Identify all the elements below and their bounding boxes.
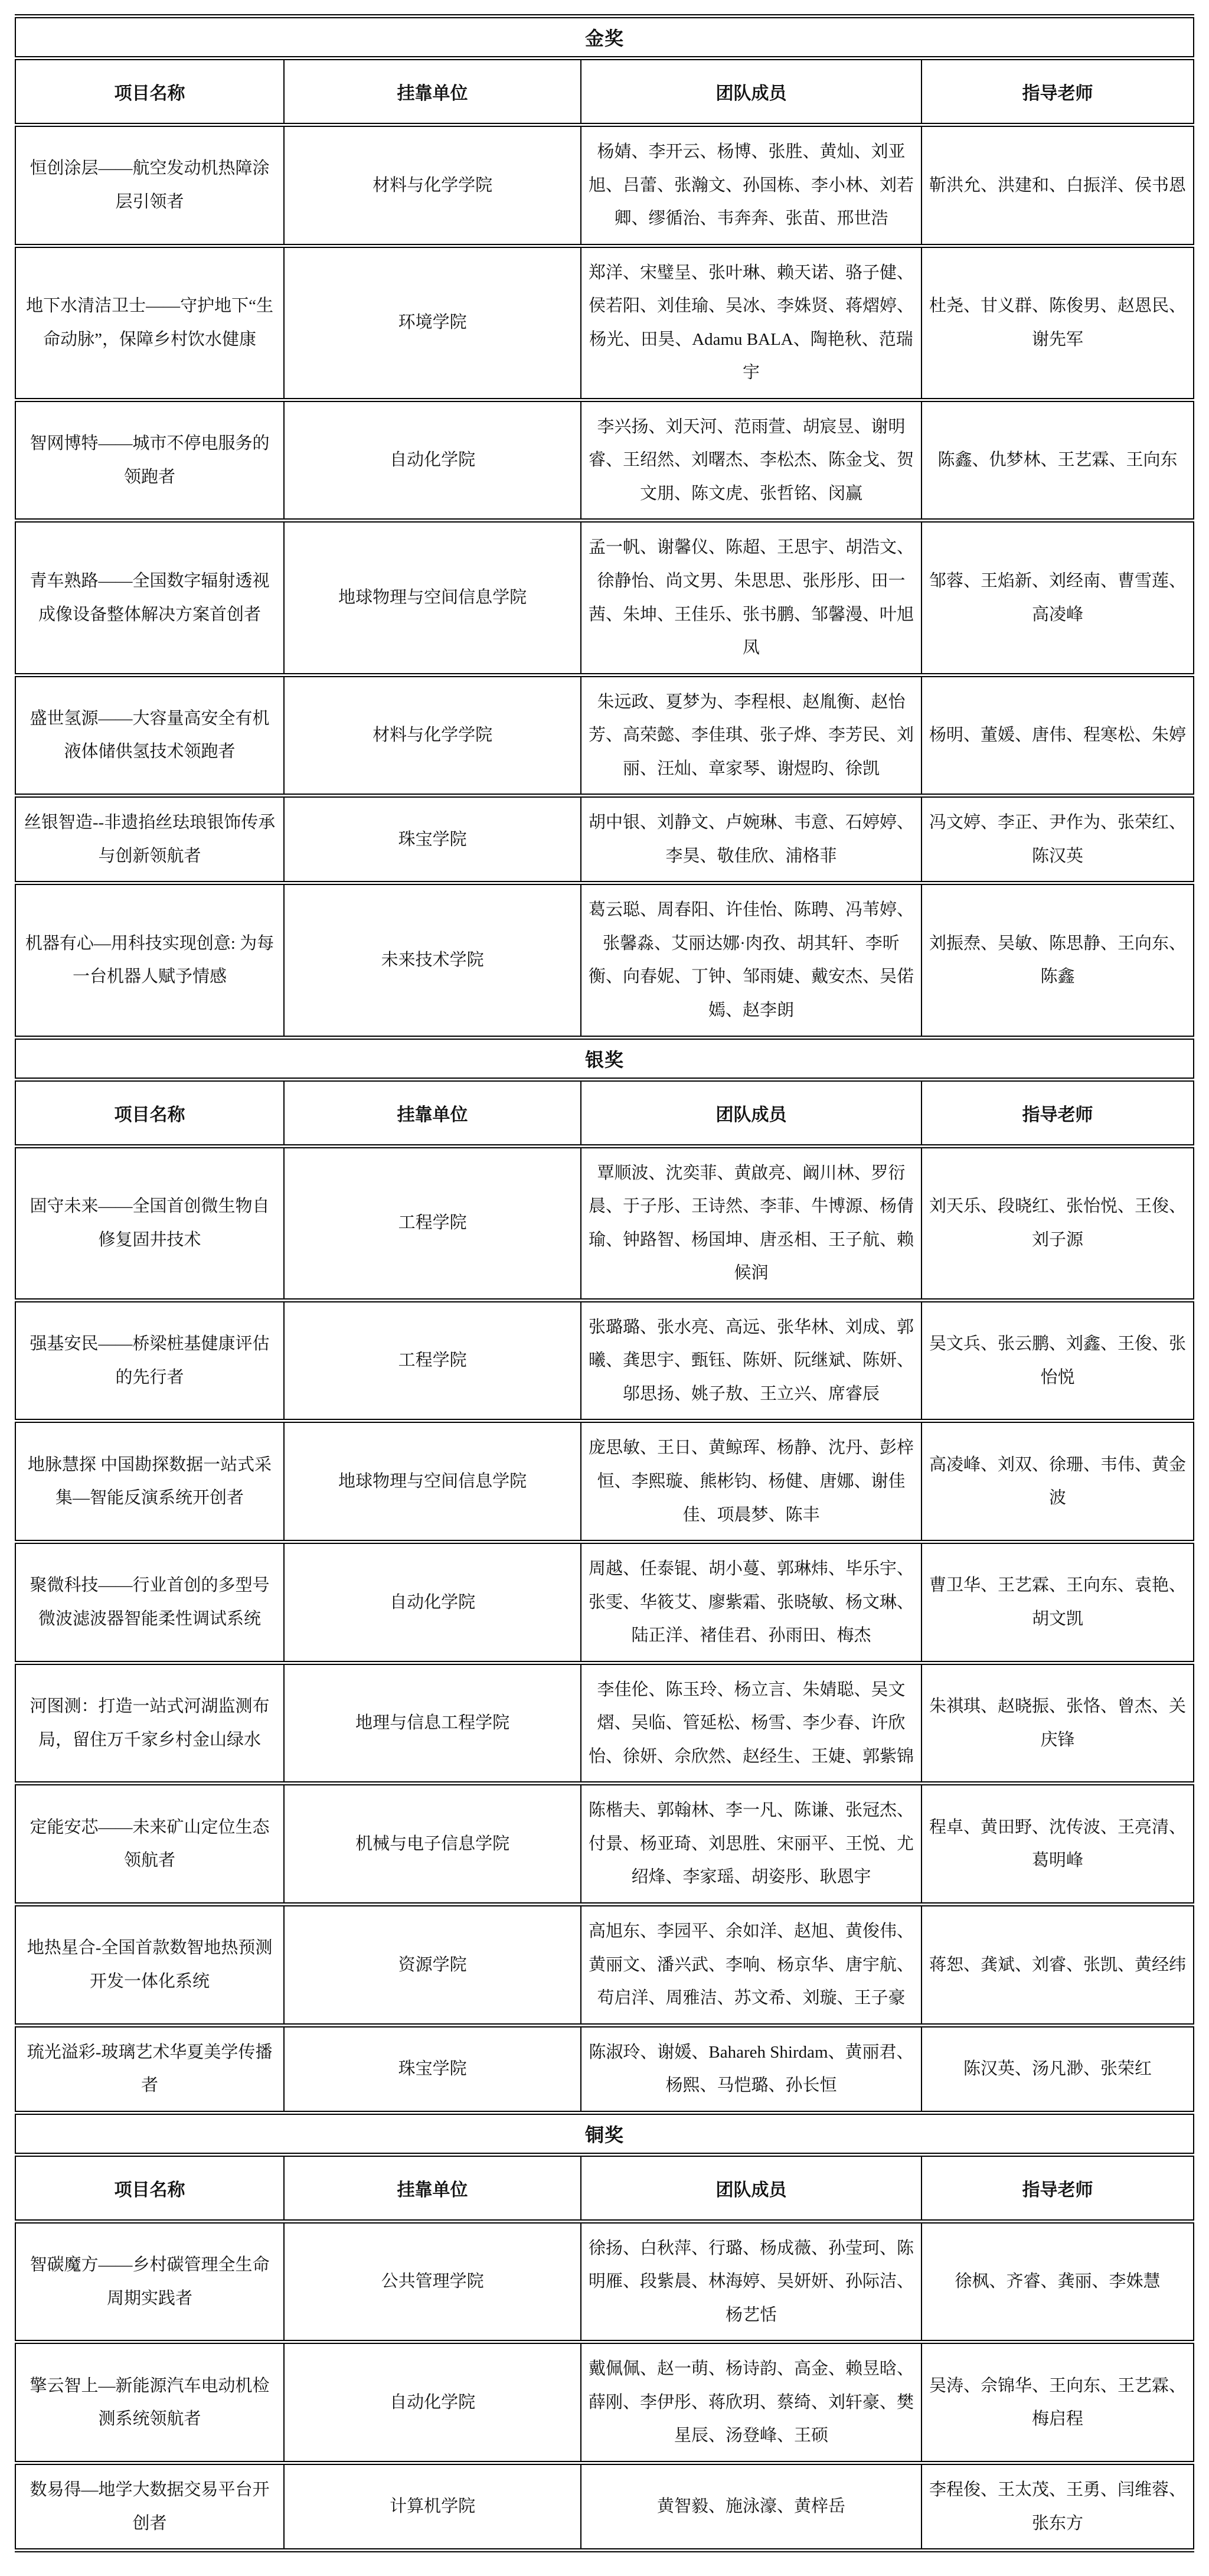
unit-cell: 地球物理与空间信息学院 (284, 1421, 581, 1542)
members-cell: 高旭东、李园平、余如洋、赵旭、黄俊伟、黄丽文、潘兴武、李响、杨京华、唐宇航、苟启洋、周雅洁、苏文希、刘璇、王子豪 (581, 1904, 922, 2025)
award-section-title: 铜奖 (15, 2113, 1194, 2154)
project-cell: 智网博特——城市不停电服务的领跑者 (15, 400, 284, 521)
table-row (15, 125, 1194, 246)
unit-cell: 自动化学院 (284, 1542, 581, 1663)
table-row (15, 246, 1194, 400)
advisors-cell: 徐枫、齐睿、龚丽、李姝慧 (922, 2221, 1194, 2342)
table-row (15, 521, 1194, 675)
project-cell: 青车熟路——全国数字辐射透视成像设备整体解决方案首创者 (15, 521, 284, 675)
unit-cell: 工程学院 (284, 1146, 581, 1300)
column-header-row (15, 2154, 1194, 2221)
award-section-row (15, 2113, 1194, 2154)
award-section-row (15, 17, 1194, 58)
table-row (15, 2342, 1194, 2463)
project-cell: 固守未来——全国首创微生物自修复固井技术 (15, 1146, 284, 1300)
project-cell: 定能安芯——未来矿山定位生态领航者 (15, 1784, 284, 1905)
unit-cell: 自动化学院 (284, 2342, 581, 2463)
project-cell: 琉光溢彩-玻璃艺术华夏美学传播者 (15, 2025, 284, 2113)
column-header: 项目名称 (15, 1079, 284, 1146)
unit-cell: 计算机学院 (284, 2463, 581, 2550)
project-cell: 地下水清洁卫士——守护地下“生命动脉”，保障乡村饮水健康 (15, 246, 284, 400)
members-cell: 葛云聪、周春阳、许佳怡、陈聘、冯苇婷、张馨淼、艾丽达娜·肉孜、胡其轩、李昕衡、向春妮、丁钟、邹雨婕、戴安杰、吴偌嫣、赵李朗 (581, 883, 922, 1037)
advisors-cell: 程卓、黄田野、沈传波、王亮清、葛明峰 (922, 1784, 1194, 1905)
awards-table-body (15, 17, 1194, 2551)
awards-table (15, 14, 1194, 2552)
project-cell: 地脉慧探 中国勘探数据一站式采集—智能反演系统开创者 (15, 1421, 284, 1542)
advisors-cell: 高凌峰、刘双、徐珊、韦伟、黄金波 (922, 1421, 1194, 1542)
project-cell: 聚微科技——行业首创的多型号微波滤波器智能柔性调试系统 (15, 1542, 284, 1663)
advisors-cell: 杜尧、甘义群、陈俊男、赵恩民、谢先军 (922, 246, 1194, 400)
advisors-cell: 吴涛、佘锦华、王向东、王艺霖、梅启程 (922, 2342, 1194, 2463)
award-section-title: 金奖 (15, 17, 1194, 58)
project-cell: 机器有心—用科技实现创意: 为每一台机器人赋予情感 (15, 883, 284, 1037)
table-row (15, 1542, 1194, 1663)
project-cell: 智碳魔方——乡村碳管理全生命周期实践者 (15, 2221, 284, 2342)
column-header-row (15, 1079, 1194, 1146)
members-cell: 陈楷夫、郭翰林、李一凡、陈谦、张冠杰、付景、杨亚琦、刘思胜、宋丽平、王悦、尤绍烽、李家瑶、胡姿彤、耿恩宇 (581, 1784, 922, 1905)
members-cell: 周越、任泰锟、胡小蔓、郭琳炜、毕乐宇、张雯、华筱艾、廖紫霜、张晓敏、杨文琳、陆正洋、褚佳君、孙雨田、梅杰 (581, 1542, 922, 1663)
unit-cell: 工程学院 (284, 1300, 581, 1421)
column-header: 指导老师 (922, 58, 1194, 125)
project-cell: 擎云智上—新能源汽车电动机检测系统领航者 (15, 2342, 284, 2463)
column-header: 挂靠单位 (284, 58, 581, 125)
advisors-cell: 朱祺琪、赵晓振、张恪、曾杰、关庆锋 (922, 1663, 1194, 1784)
advisors-cell: 陈鑫、仇梦林、王艺霖、王向东 (922, 400, 1194, 521)
members-cell: 李兴扬、刘天河、范雨萱、胡宸昱、谢明睿、王绍然、刘曙杰、李松杰、陈金戈、贺文朋、陈文虎、张哲铭、闵赢 (581, 400, 922, 521)
column-header: 团队成员 (581, 58, 922, 125)
table-row (15, 2025, 1194, 2113)
table-row (15, 2463, 1194, 2550)
table-row (15, 1421, 1194, 1542)
column-header: 项目名称 (15, 58, 284, 125)
advisors-cell: 吴文兵、张云鹏、刘鑫、王俊、张怡悦 (922, 1300, 1194, 1421)
award-section-row (15, 1037, 1194, 1079)
column-header: 挂靠单位 (284, 2154, 581, 2221)
unit-cell: 材料与化学学院 (284, 125, 581, 246)
members-cell: 孟一帆、谢馨仪、陈超、王思宇、胡浩文、徐静怡、尚文男、朱思思、张彤彤、田一茜、朱坤、王佳乐、张书鹏、邹馨漫、叶旭凤 (581, 521, 922, 675)
column-header: 指导老师 (922, 2154, 1194, 2221)
members-cell: 庞思敏、王日、黄鲸珲、杨静、沈丹、彭梓恒、李熙璇、熊彬钧、杨健、唐娜、谢佳佳、项晨梦、陈丰 (581, 1421, 922, 1542)
project-cell: 河图测：打造一站式河湖监测布局，留住万千家乡村金山绿水 (15, 1663, 284, 1784)
project-cell: 盛世氢源——大容量高安全有机液体储供氢技术领跑者 (15, 675, 284, 796)
project-cell: 数易得—地学大数据交易平台开创者 (15, 2463, 284, 2550)
advisors-cell: 杨明、董媛、唐伟、程寒松、朱婷 (922, 675, 1194, 796)
unit-cell: 珠宝学院 (284, 796, 581, 883)
members-cell: 黄智毅、施泳濠、黄梓岳 (581, 2463, 922, 2550)
table-row (15, 1146, 1194, 1300)
project-cell: 地热星合-全国首款数智地热预测开发一体化系统 (15, 1904, 284, 2025)
award-section-title: 银奖 (15, 1037, 1194, 1079)
advisors-cell: 靳洪允、洪建和、白振洋、侯书恩 (922, 125, 1194, 246)
unit-cell: 未来技术学院 (284, 883, 581, 1037)
advisors-cell: 曹卫华、王艺霖、王向东、袁艳、胡文凯 (922, 1542, 1194, 1663)
project-cell: 丝银智造--非遗掐丝珐琅银饰传承与创新领航者 (15, 796, 284, 883)
table-row (15, 400, 1194, 521)
unit-cell: 公共管理学院 (284, 2221, 581, 2342)
members-cell: 李佳伦、陈玉玲、杨立言、朱婧聪、吴文熠、吴临、管延松、杨雪、李少春、许欣怡、徐妍、佘欣然、赵经生、王婕、郭紫锦 (581, 1663, 922, 1784)
members-cell: 朱远政、夏梦为、李程根、赵胤衡、赵怡芳、高荣懿、李佳琪、张子烨、李芳民、刘丽、汪灿、章家琴、谢煜昀、徐凯 (581, 675, 922, 796)
column-header: 团队成员 (581, 1079, 922, 1146)
unit-cell: 环境学院 (284, 246, 581, 400)
column-header: 挂靠单位 (284, 1079, 581, 1146)
advisors-cell: 刘天乐、段晓红、张怡悦、王俊、刘子源 (922, 1146, 1194, 1300)
unit-cell: 材料与化学学院 (284, 675, 581, 796)
table-row (15, 675, 1194, 796)
table-row (15, 2221, 1194, 2342)
advisors-cell: 陈汉英、汤凡渺、张荣红 (922, 2025, 1194, 2113)
column-header: 项目名称 (15, 2154, 284, 2221)
table-row (15, 1904, 1194, 2025)
members-cell: 胡中银、刘静文、卢婉琳、韦意、石婷婷、李昊、敬佳欣、浦格菲 (581, 796, 922, 883)
unit-cell: 地理与信息工程学院 (284, 1663, 581, 1784)
members-cell: 张璐璐、张水亮、高远、张华林、刘成、郭曦、龚思宇、甄钰、陈妍、阮继斌、陈妍、邬思扬、姚子敖、王立兴、席睿辰 (581, 1300, 922, 1421)
unit-cell: 自动化学院 (284, 400, 581, 521)
column-header: 团队成员 (581, 2154, 922, 2221)
advisors-cell: 冯文婷、李正、尹作为、张荣红、陈汉英 (922, 796, 1194, 883)
project-cell: 强基安民——桥梁桩基健康评估的先行者 (15, 1300, 284, 1421)
advisors-cell: 李程俊、王太茂、王勇、闫维蓉、张东方 (922, 2463, 1194, 2550)
unit-cell: 地球物理与空间信息学院 (284, 521, 581, 675)
members-cell: 覃顺波、沈奕菲、黄啟亮、阚川林、罗衍晨、于子彤、王诗然、李菲、牛博源、杨倩瑜、钟路智、杨国坤、唐丞相、王子航、赖候润 (581, 1146, 922, 1300)
column-header: 指导老师 (922, 1079, 1194, 1146)
column-header-row (15, 58, 1194, 125)
table-row (15, 1663, 1194, 1784)
advisors-cell: 蒋恕、龚斌、刘睿、张凯、黄经纬 (922, 1904, 1194, 2025)
table-row (15, 1300, 1194, 1421)
members-cell: 杨婧、李开云、杨博、张胜、黄灿、刘亚旭、吕蕾、张瀚文、孙国栋、李小林、刘若卿、缪循治、韦奔奔、张苗、邢世浩 (581, 125, 922, 246)
unit-cell: 珠宝学院 (284, 2025, 581, 2113)
unit-cell: 机械与电子信息学院 (284, 1784, 581, 1905)
advisors-cell: 刘振焘、吴敏、陈思静、王向东、陈鑫 (922, 883, 1194, 1037)
members-cell: 戴佩佩、赵一萌、杨诗韵、高金、赖昱晗、薛刚、李伊彤、蒋欣玥、蔡绮、刘轩豪、樊星辰、汤登峰、王硕 (581, 2342, 922, 2463)
advisors-cell: 邹蓉、王焰新、刘经南、曹雪莲、高凌峰 (922, 521, 1194, 675)
members-cell: 郑洋、宋璧呈、张叶琳、赖天诺、骆子健、侯若阳、刘佳瑜、吴冰、李姝贤、蒋熠婷、杨光、田昊、Adamu BALA、陶艳秋、范瑞宇 (581, 246, 922, 400)
members-cell: 陈淑玲、谢媛、Bahareh Shirdam、黄丽君、杨熙、马恺璐、孙长恒 (581, 2025, 922, 2113)
table-row (15, 796, 1194, 883)
table-row (15, 883, 1194, 1037)
members-cell: 徐扬、白秋萍、行璐、杨成薇、孙莹珂、陈明雁、段紫晨、林海婷、吴妍妍、孙际洁、杨艺恬 (581, 2221, 922, 2342)
table-row (15, 1784, 1194, 1905)
unit-cell: 资源学院 (284, 1904, 581, 2025)
project-cell: 恒创涂层——航空发动机热障涂层引领者 (15, 125, 284, 246)
